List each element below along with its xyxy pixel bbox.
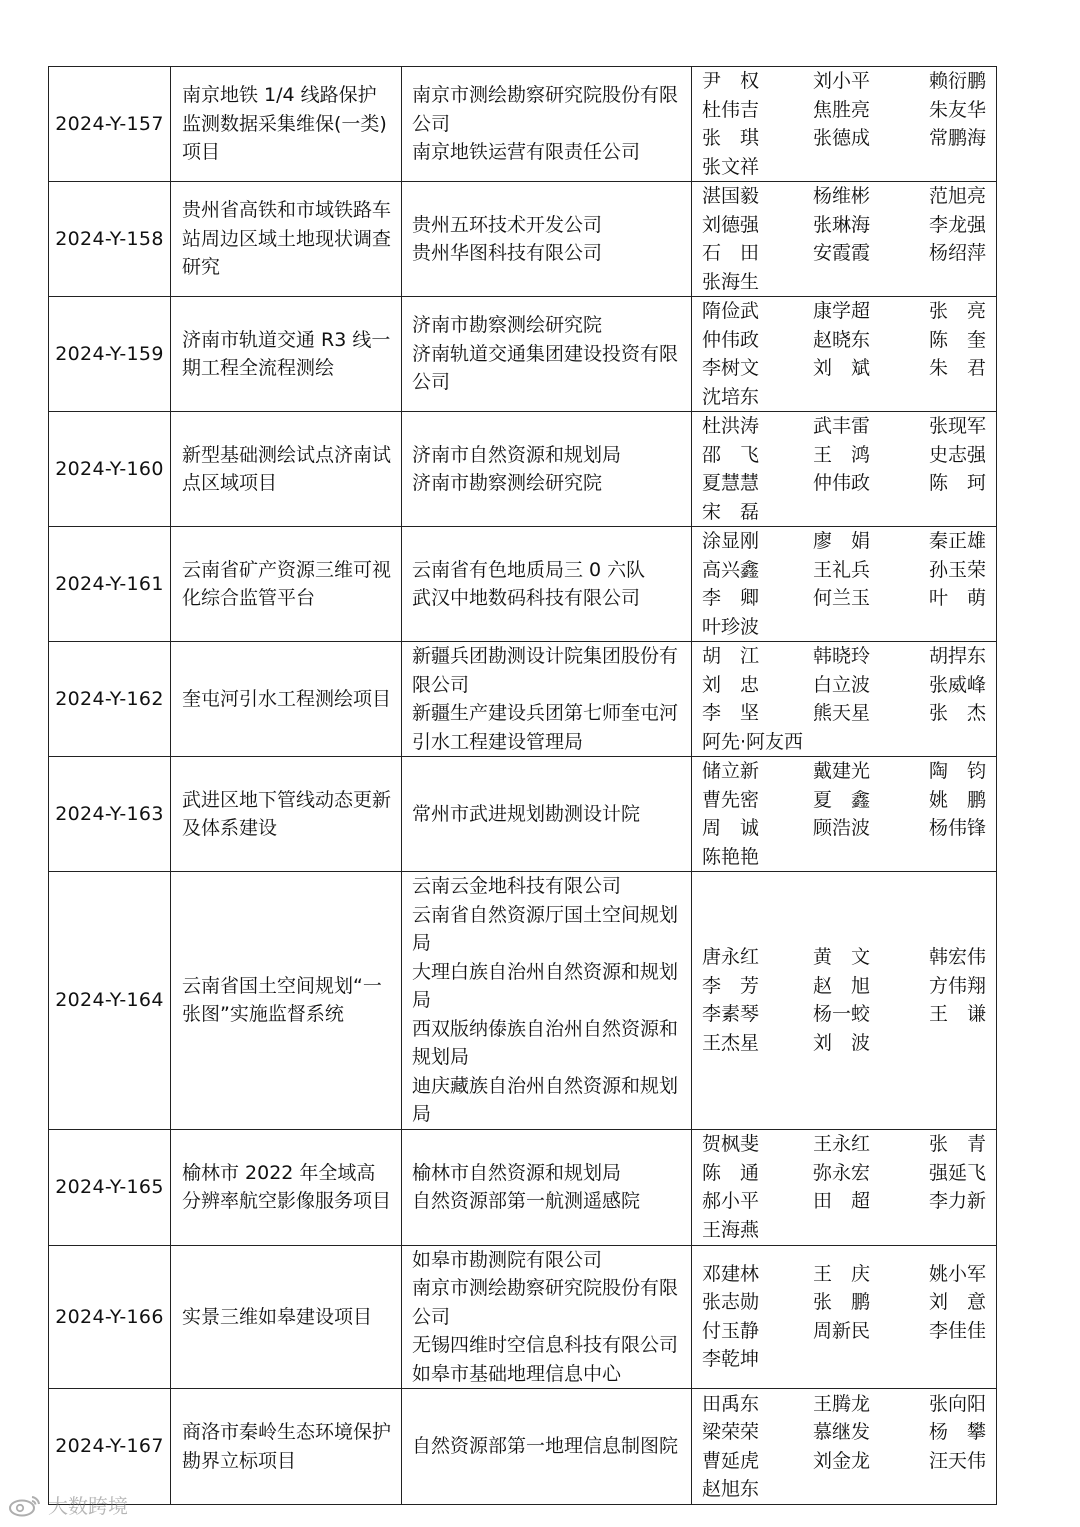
organization-cell (402, 872, 692, 1130)
weibo-logo-icon (8, 1493, 42, 1517)
person-name: 王海燕 (702, 1218, 760, 1241)
person-name: 曹先密 (702, 788, 760, 811)
person-name: 胡捍东 (928, 645, 986, 667)
organization-cell (402, 527, 692, 642)
person-name: 杨一蛟 (813, 1003, 871, 1026)
people-grid (702, 527, 988, 641)
watermark-text: 大数跨境 (48, 1494, 128, 1518)
person-name: 强延飞 (928, 1161, 986, 1184)
table-row (49, 182, 997, 297)
organization-cell (402, 412, 692, 527)
person-name: 张德成 (813, 127, 871, 149)
project-id-cell: 2024-Y-159 (49, 297, 171, 412)
organization-name: 自然资源部第一航测遥感院 (412, 1190, 641, 1212)
person-name: 张 青 (928, 1133, 986, 1155)
people-grid (702, 412, 988, 526)
person-name: 张现军 (928, 415, 986, 437)
organization-cell (402, 1129, 692, 1245)
people-grid (702, 1260, 988, 1374)
person-name: 田 超 (813, 1190, 871, 1212)
project-name: 商洛市秦岭生态环境保护勘界立标项目 (182, 1421, 392, 1472)
person-name: 黄 文 (813, 946, 871, 969)
person-name: 张志勋 (702, 1291, 760, 1314)
organization-name: 大理白族自治州自然资源和规划局 (412, 960, 679, 1011)
person-name: 周新民 (813, 1319, 871, 1342)
person-name: 王杰星 (702, 1031, 760, 1054)
project-name: 奎屯河引水工程测绘项目 (182, 687, 392, 710)
person-name: 李 芳 (702, 974, 760, 997)
person-name: 仲伟政 (702, 328, 760, 351)
people-grid (702, 757, 988, 871)
person-name: 张 亮 (928, 300, 986, 322)
person-name: 汪天伟 (928, 1449, 986, 1472)
table-row (49, 1245, 997, 1389)
person-name: 弥永宏 (813, 1161, 871, 1184)
person-name: 李龙强 (928, 213, 986, 236)
organization-cell (402, 297, 692, 412)
person-name: 李素琴 (702, 1003, 760, 1026)
organization-name: 南京市测绘勘察研究院股份有限公司 (412, 1277, 679, 1328)
person-name: 王礼兵 (813, 558, 871, 581)
person-name: 何兰玉 (813, 587, 871, 609)
project-id-cell: 2024-Y-161 (49, 527, 171, 642)
project-name: 新型基础测绘试点济南试点区域项目 (182, 443, 392, 494)
person-name: 张 鹏 (813, 1291, 871, 1314)
person-name: 叶 萌 (928, 587, 986, 609)
person-name: 周 诚 (702, 817, 760, 839)
person-name: 张 琪 (702, 127, 760, 149)
person-name: 杨伟锋 (928, 817, 986, 839)
people-cell (692, 1129, 997, 1245)
person-name: 史志强 (928, 443, 986, 466)
person-name: 夏 鑫 (813, 788, 871, 811)
project-name-cell (171, 527, 402, 642)
organization-name: 自然资源部第一地理信息制图院 (412, 1435, 679, 1458)
organization-name: 济南市自然资源和规划局 (412, 443, 622, 466)
person-name: 常鹏海 (928, 127, 986, 149)
project-id-cell: 2024-Y-162 (49, 642, 171, 757)
person-name: 赵晓东 (813, 328, 871, 351)
person-name: 陈 珂 (928, 472, 986, 494)
organization-cell (402, 757, 692, 872)
people-cell (692, 757, 997, 872)
person-name: 宋 磊 (702, 500, 760, 523)
person-name: 阿先·阿友西 (702, 730, 804, 753)
organization-cell (402, 182, 692, 297)
organization-name: 云南云金地科技有限公司 (412, 875, 622, 897)
person-name: 张威峰 (928, 673, 986, 696)
person-name: 刘 斌 (813, 357, 871, 379)
person-name: 曹延虎 (702, 1449, 760, 1472)
person-name: 姚 鹏 (928, 788, 986, 811)
organization-name: 西双版纳傣族自治州自然资源和规划局 (412, 1017, 679, 1068)
project-name: 济南市轨道交通 R3 线一期工程全流程测绘 (182, 328, 391, 379)
person-name: 刘 波 (813, 1031, 871, 1054)
person-name: 仲伟政 (813, 472, 871, 494)
person-name: 邵 飞 (702, 443, 760, 466)
person-name: 王永红 (813, 1133, 871, 1155)
watermark (8, 1490, 128, 1519)
person-name: 高兴鑫 (702, 558, 760, 581)
project-name-cell (171, 182, 402, 297)
person-name: 杜洪涛 (702, 415, 760, 437)
person-name: 陈 通 (702, 1161, 760, 1184)
project-id-cell: 2024-Y-166 (49, 1245, 171, 1389)
organization-name: 济南市勘察测绘研究院 (412, 472, 603, 494)
table-row (49, 412, 997, 527)
organization-name: 云南省有色地质局三 0 六队 (412, 558, 646, 581)
project-name: 武进区地下管线动态更新及体系建设 (182, 788, 392, 839)
person-name: 顾浩波 (813, 817, 871, 839)
project-name: 南京地铁 1/4 线路保护监测数据采集维保(一类)项目 (182, 84, 387, 164)
organization-name: 云南省自然资源厅国土空间规划局 (412, 903, 679, 954)
person-name: 田禹东 (702, 1392, 760, 1415)
organization-cell (402, 642, 692, 757)
person-name: 石 田 (702, 242, 760, 264)
person-name: 刘金龙 (813, 1449, 871, 1472)
project-id-cell: 2024-Y-157 (49, 67, 171, 182)
organization-cell (402, 67, 692, 182)
person-name: 焦胜亮 (813, 98, 871, 121)
person-name: 梁荣荣 (702, 1421, 760, 1443)
people-grid (702, 297, 988, 411)
organization-cell (402, 1389, 692, 1505)
organization-name: 如皋市基础地理信息中心 (412, 1362, 622, 1385)
person-name: 李 卿 (702, 587, 760, 609)
people-grid (702, 1130, 988, 1244)
people-cell (692, 1245, 997, 1389)
table-row (49, 527, 997, 642)
person-name: 王 鸿 (813, 443, 871, 466)
person-name: 陶 钧 (928, 760, 986, 782)
project-id-cell: 2024-Y-160 (49, 412, 171, 527)
project-name-cell (171, 297, 402, 412)
people-grid (702, 943, 988, 1057)
project-id-cell: 2024-Y-167 (49, 1389, 171, 1505)
person-name: 康学超 (813, 300, 871, 322)
organization-name: 常州市武进规划勘测设计院 (412, 802, 641, 825)
person-name: 李佳佳 (928, 1319, 986, 1342)
organization-name: 南京市测绘勘察研究院股份有限公司 (412, 84, 679, 135)
project-name: 榆林市 2022 年全域高分辨率航空影像服务项目 (182, 1161, 392, 1212)
award-table-body (49, 67, 997, 1505)
person-name: 刘德强 (702, 213, 760, 236)
organization-name: 贵州五环技术开发公司 (412, 213, 603, 236)
people-grid (702, 1390, 988, 1504)
person-name: 付玉静 (702, 1319, 760, 1342)
person-name: 杨维彬 (813, 185, 871, 207)
person-name: 姚小军 (928, 1262, 986, 1285)
organization-name: 武汉中地数码科技有限公司 (412, 587, 641, 609)
person-name: 李乾坤 (702, 1348, 760, 1371)
person-name: 赵 旭 (813, 974, 871, 997)
person-name: 韩晓玲 (813, 645, 871, 667)
project-id-cell: 2024-Y-163 (49, 757, 171, 872)
person-name: 张 杰 (928, 702, 986, 724)
person-name: 胡 江 (702, 645, 760, 667)
people-grid (702, 182, 988, 296)
person-name: 湛国毅 (702, 185, 760, 207)
organization-name: 新疆兵团勘测设计院集团股份有限公司 (412, 645, 679, 696)
person-name: 陈艳艳 (702, 845, 760, 868)
people-cell (692, 182, 997, 297)
person-name: 秦正雄 (928, 530, 986, 552)
project-name: 实景三维如皋建设项目 (182, 1305, 373, 1328)
person-name: 熊天星 (813, 702, 871, 724)
project-name: 云南省国土空间规划“一张图”实施监督系统 (182, 974, 382, 1026)
person-name: 李树文 (702, 357, 760, 379)
person-name: 白立波 (813, 673, 871, 696)
organization-name: 如皋市勘测院有限公司 (412, 1248, 603, 1271)
person-name: 张琳海 (813, 213, 871, 236)
people-grid (702, 642, 988, 756)
table-row (49, 642, 997, 757)
project-id-cell: 2024-Y-164 (49, 872, 171, 1130)
people-grid (702, 67, 988, 181)
person-name: 沈培东 (702, 385, 760, 408)
organization-name: 济南市勘察测绘研究院 (412, 314, 603, 337)
people-cell (692, 527, 997, 642)
person-name: 杨绍萍 (928, 242, 986, 264)
table-row (49, 1129, 997, 1245)
table-row (49, 1389, 997, 1505)
person-name: 刘小平 (813, 70, 871, 92)
people-cell (692, 297, 997, 412)
person-name: 杜伟吉 (702, 98, 760, 121)
organization-name: 济南轨道交通集团建设投资有限公司 (412, 342, 679, 394)
person-name: 武丰雷 (813, 415, 871, 437)
project-name-cell (171, 642, 402, 757)
project-id-cell: 2024-Y-158 (49, 182, 171, 297)
people-cell (692, 1389, 997, 1505)
person-name: 贺枫斐 (702, 1133, 760, 1155)
person-name: 涂显刚 (702, 530, 760, 552)
people-cell (692, 412, 997, 527)
project-name-cell (171, 1129, 402, 1245)
person-name: 慕继发 (813, 1421, 871, 1443)
table-row (49, 67, 997, 182)
person-name: 储立新 (702, 760, 760, 782)
person-name: 王 谦 (928, 1003, 986, 1026)
organization-name: 榆林市自然资源和规划局 (412, 1161, 622, 1184)
organization-name: 迪庆藏族自治州自然资源和规划局 (412, 1074, 679, 1125)
project-name-cell (171, 67, 402, 182)
person-name: 叶珍波 (702, 615, 760, 638)
person-name: 范旭亮 (928, 185, 986, 207)
person-name: 方伟翔 (928, 974, 986, 997)
project-name: 云南省矿产资源三维可视化综合监管平台 (182, 558, 392, 609)
person-name: 安霞霞 (813, 242, 871, 264)
project-name-cell (171, 872, 402, 1130)
person-name: 杨 攀 (928, 1421, 986, 1443)
person-name: 刘 意 (928, 1291, 986, 1314)
person-name: 刘 忠 (702, 673, 760, 696)
person-name: 戴建光 (813, 760, 871, 782)
organization-name: 新疆生产建设兵团第七师奎屯河引水工程建设管理局 (412, 702, 679, 753)
person-name: 赵旭东 (702, 1478, 760, 1500)
person-name: 张向阳 (928, 1392, 986, 1415)
project-name-cell (171, 1245, 402, 1389)
person-name: 廖 娟 (813, 530, 871, 552)
table-row (49, 757, 997, 872)
person-name: 李力新 (928, 1190, 986, 1212)
person-name: 张海生 (702, 270, 760, 293)
organization-name: 南京地铁运营有限责任公司 (412, 141, 641, 164)
person-name: 夏慧慧 (702, 472, 760, 494)
person-name: 尹 权 (702, 70, 760, 92)
organization-cell (402, 1245, 692, 1389)
people-cell (692, 642, 997, 757)
person-name: 王腾龙 (813, 1392, 871, 1415)
person-name: 朱 君 (928, 357, 986, 379)
person-name: 邓建林 (702, 1262, 760, 1285)
person-name: 王 庆 (813, 1262, 871, 1285)
project-name-cell (171, 757, 402, 872)
person-name: 张文祥 (702, 155, 760, 178)
project-id-cell: 2024-Y-165 (49, 1129, 171, 1245)
person-name: 唐永红 (702, 946, 760, 969)
person-name: 陈 奎 (928, 328, 986, 351)
person-name: 隋俭武 (702, 300, 760, 322)
people-cell (692, 67, 997, 182)
organization-name: 无锡四维时空信息科技有限公司 (412, 1334, 679, 1356)
person-name: 赖衍鹏 (928, 70, 986, 92)
table-row (49, 297, 997, 412)
person-name: 郝小平 (702, 1190, 760, 1212)
project-name: 贵州省高铁和市域铁路车站周边区域土地现状调查研究 (182, 199, 392, 279)
person-name: 朱友华 (928, 98, 986, 121)
award-table (48, 66, 997, 1505)
project-name-cell (171, 1389, 402, 1505)
person-name: 孙玉荣 (928, 558, 986, 581)
organization-name: 贵州华图科技有限公司 (412, 242, 603, 264)
person-name: 李 坚 (702, 702, 760, 724)
person-name: 韩宏伟 (928, 946, 986, 969)
project-name-cell (171, 412, 402, 527)
people-cell (692, 872, 997, 1130)
table-row (49, 872, 997, 1130)
